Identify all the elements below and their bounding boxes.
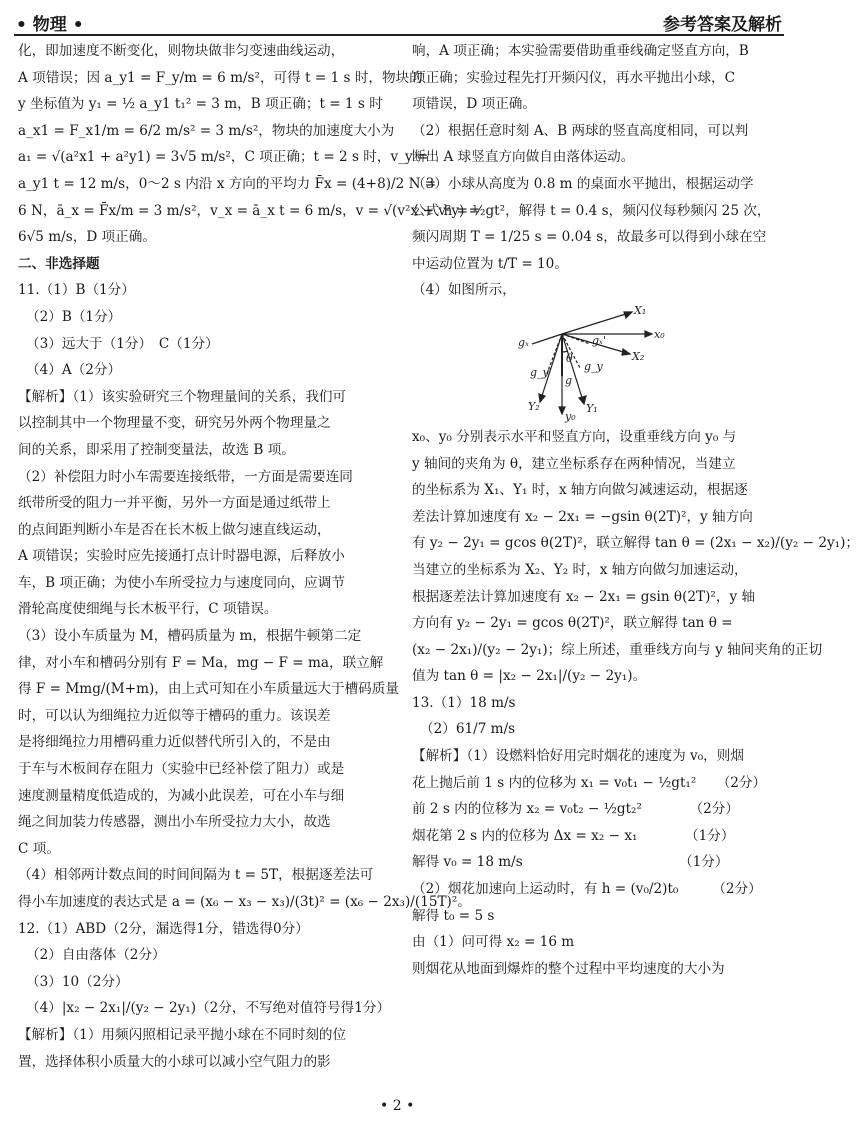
label-X2: X₂	[632, 349, 645, 363]
answer-line: 11.（1）B（1分）	[18, 282, 135, 299]
answer-line: （3）10（2分）	[26, 973, 129, 990]
label-X1: X₁	[634, 303, 647, 317]
text-line: 得 F = Mmg/(M+m)，由上式可知在小车质量远大于槽码质量	[18, 681, 399, 698]
text-line: y 坐标值为 y₁ = ½ a_y1 t₁² = 3 m，B 项正确；t = 1 s 时	[18, 96, 383, 113]
text-line: （2）补偿阻力时小车需要连接纸带，一方面是需要连同	[18, 468, 353, 485]
text-line: 差法计算加速度有 x₂ − 2x₁ = −gsin θ(2T)²，y 轴方向	[412, 508, 753, 525]
label-g: g	[565, 373, 573, 387]
text-line: 律，对小车和槽码分别有 F = Ma，mg − F = ma，联立解	[18, 654, 384, 671]
label-gy2: g_y'	[530, 365, 552, 379]
text-line: x₀、y₀ 分别表示水平和竖直方向，设重垂线方向 y₀ 与	[412, 428, 737, 445]
text-line: 烟花第 2 s 内的位移为 Δx = x₂ − x₁ （1分）	[412, 827, 735, 844]
right-column	[412, 38, 859, 982]
text-line: 有 y₂ − 2y₁ = gcos θ(2T)²，联立解得 tan θ = (2x₁ − x₂)/(y₂ − 2y₁)；	[412, 535, 859, 552]
label-gy: g_y	[584, 359, 603, 373]
text-line: A 项错误；因 a_y1 = F_y/m = 6 m/s²，可得 t = 1 s 时，物块的	[18, 69, 423, 86]
answer-line: 12.（1）ABD（2分，漏选得1分，错选得0分）	[18, 920, 309, 937]
text-line: 响，A 项正确；本实验需要借助重垂线确定竖直方向，B	[412, 43, 749, 59]
X2-arrowhead	[622, 349, 630, 355]
label-gx2: gₓ'	[592, 333, 606, 347]
analysis-line: 【解析】（1）设燃料恰好用完时烟花的速度为 v₀，则烟	[412, 748, 744, 765]
answer-line: （3）远大于（1分） C（1分）	[26, 335, 219, 352]
text-line: y 轴间的夹角为 θ，建立坐标系存在两种情况，当建立	[412, 455, 736, 472]
answer-line: （4）A（2分）	[26, 362, 122, 379]
gx-vector	[532, 334, 562, 344]
text-line: a_y1 t = 12 m/s，0～2 s 内沿 x 方向的平均力 F̄x = (4+8)/2 N =	[18, 175, 437, 192]
text-line: 由（1）问可得 x₂ = 16 m	[412, 934, 575, 951]
text-line: 化，即加速度不断变化，则物块做非匀变速曲线运动，	[18, 43, 345, 59]
label-theta: θ	[566, 351, 573, 365]
text-line: 以控制其中一个物理量不变，研究另外两个物理量之	[18, 415, 331, 432]
label-x0: x₀	[654, 327, 665, 341]
X1-arrowhead	[624, 312, 632, 318]
vector-diagram-svg	[502, 304, 692, 422]
text-line: （4）如图所示，	[412, 282, 516, 299]
text-line: 纸带所受的阻力一并平衡，另外一方面是通过纸带上	[18, 495, 331, 512]
subject-label: • 物理 •	[16, 15, 84, 35]
text-line: 公式 h = ½gt²，解得 t = 0.4 s，频闪仪每秒频闪 25 次，	[412, 202, 771, 219]
label-y0: y₀	[565, 409, 576, 423]
text-line: 根据逐差法计算加速度有 x₂ − 2x₁ = gsin θ(2T)²，y 轴	[412, 588, 756, 605]
section-title: 参考答案及解析	[663, 15, 782, 35]
text-line: C 项。	[18, 840, 60, 857]
text-line: （2）烟花加速向上运动时，有 h = (v₀/2)t₀ （2分）	[412, 881, 762, 898]
text-line: 值为 tan θ = |x₂ − 2x₁|/(y₂ − 2y₁)。	[412, 668, 647, 685]
Y1-axis	[562, 334, 584, 404]
x0-arrowhead	[645, 331, 652, 337]
text-line: (x₂ − 2x₁)/(y₂ − 2y₁)；综上所述，重垂线方向与 y 轴间夹角的正切	[412, 641, 823, 658]
text-line: 是将细绳拉力用槽码重力近似替代所引入的，不是由	[18, 734, 331, 751]
text-line: 绳之间加装力传感器，测出小车所受拉力大小，故选	[18, 814, 331, 831]
coordinate-diagram	[412, 304, 784, 424]
section-heading: 二、非选择题	[18, 255, 100, 272]
X1-axis	[562, 312, 632, 334]
answer-line: （4）|x₂ − 2x₁|/(y₂ − 2y₁)（2分，不写绝对值符号得1分）	[26, 1000, 391, 1017]
text-line: 项错误，D 项正确。	[412, 96, 536, 113]
text-line: 方向有 y₂ − 2y₁ = gcos θ(2T)²，联立解得 tan θ =	[412, 615, 733, 632]
text-line: （3）小球从高度为 0.8 m 的桌面水平抛出，根据运动学	[412, 175, 754, 192]
text-line: 中运动位置为 t/T = 10。	[412, 255, 568, 272]
answer-line: （2）61/7 m/s	[420, 721, 516, 738]
page-number: • 2 •	[380, 1098, 415, 1114]
text-line: 6√5 m/s，D 项正确。	[18, 229, 156, 246]
text-line: 时，可以认为细绳拉力近似等于槽码的重力。该误差	[18, 707, 331, 724]
label-gx: gₓ	[518, 335, 529, 349]
answer-line: （2）B（1分）	[26, 308, 122, 325]
text-line: 频闪周期 T = 1/25 s = 0.04 s，故最多可以得到小球在空	[412, 229, 767, 246]
text-line: 置，选择体积小质量大的小球可以减小空气阻力的影	[18, 1053, 331, 1070]
label-Y1: Y₁	[586, 401, 598, 415]
text-line: 于车与木板间存在阻力（实验中已经补偿了阻力）或是	[18, 761, 345, 778]
label-Y2: Y₂	[528, 399, 540, 413]
text-line: 解得 t₀ = 5 s	[412, 907, 495, 924]
text-line: 的坐标系为 X₁、Y₁ 时，x 轴方向做匀减速运动，根据逐	[412, 482, 748, 499]
answer-line: 13.（1）18 m/s	[412, 694, 516, 711]
text-line: 前 2 s 内的位移为 x₂ = v₀t₂ − ½gt₂² （2分）	[412, 801, 739, 818]
text-line: a₁ = √(a²x1 + a²y1) = 3√5 m/s²，C 项正确；t = 2 s 时，v_y =	[18, 149, 429, 166]
text-line: 花上抛后前 1 s 内的位移为 x₁ = v₀t₁ − ½gt₁² （2分）	[412, 774, 767, 791]
text-line: （2）根据任意时刻 A、B 两球的竖直高度相同，可以判	[412, 122, 749, 139]
Y2-arrowhead	[539, 394, 545, 402]
answer-line: （2）自由落体（2分）	[26, 947, 166, 964]
text-line: 6 N，ā_x = F̄x/m = 3 m/s²，v_x = ā_x t = 6 m/s，v = √(v²x + v²y) =	[18, 202, 481, 219]
text-line: 的点间距判断小车是否在长木板上做匀速直线运动，	[18, 521, 331, 538]
text-line: 当建立的坐标系为 X₂、Y₂ 时，x 轴方向做匀加速运动，	[412, 561, 748, 578]
text-line: A 项错误；实验时应先接通打点计时器电源，后释放小	[18, 548, 345, 565]
analysis-line: 【解析】（1）用频闪照相记录平抛小球在不同时刻的位	[18, 1026, 347, 1043]
page-header	[14, 8, 784, 36]
text-line: 车，B 项正确；为使小车所受拉力与速度同向，应调节	[18, 574, 345, 591]
analysis-line: 【解析】（1）该实验研究三个物理量间的关系，我们可	[18, 388, 347, 405]
text-line: （3）设小车质量为 M，槽码质量为 m，根据牛顿第二定	[18, 628, 362, 645]
text-line: 则烟花从地面到爆炸的整个过程中平均速度的大小为	[412, 960, 725, 977]
text-line: 间的关系，即采用了控制变量法，故选 B 项。	[18, 441, 295, 458]
text-line: （4）相邻两计数点间的时间间隔为 t = 5T，根据逐差法可	[18, 867, 374, 884]
text-line: 速度测量精度低造成的，为减小此误差，可在小车与细	[18, 787, 345, 804]
Y1-arrowhead	[579, 396, 586, 404]
text-line: 断出 A 球竖直方向做自由落体运动。	[412, 149, 635, 166]
text-line: 得小车加速度的表达式是 a = (x₆ − x₃ − x₃)/(3t)² = (x₆ − 2x₃)/(15T)²。	[18, 894, 471, 910]
text-line: 滑轮高度使细绳与长木板平行，C 项错误。	[18, 601, 278, 618]
text-line: a_x1 = F_x1/m = 6/2 m/s² = 3 m/s²，物块的加速度大小为	[18, 122, 395, 139]
text-line: 解得 v₀ = 18 m/s （1分）	[412, 854, 729, 871]
text-line: 项正确；实验过程先打开频闪仪，再水平抛出小球，C	[412, 69, 736, 86]
